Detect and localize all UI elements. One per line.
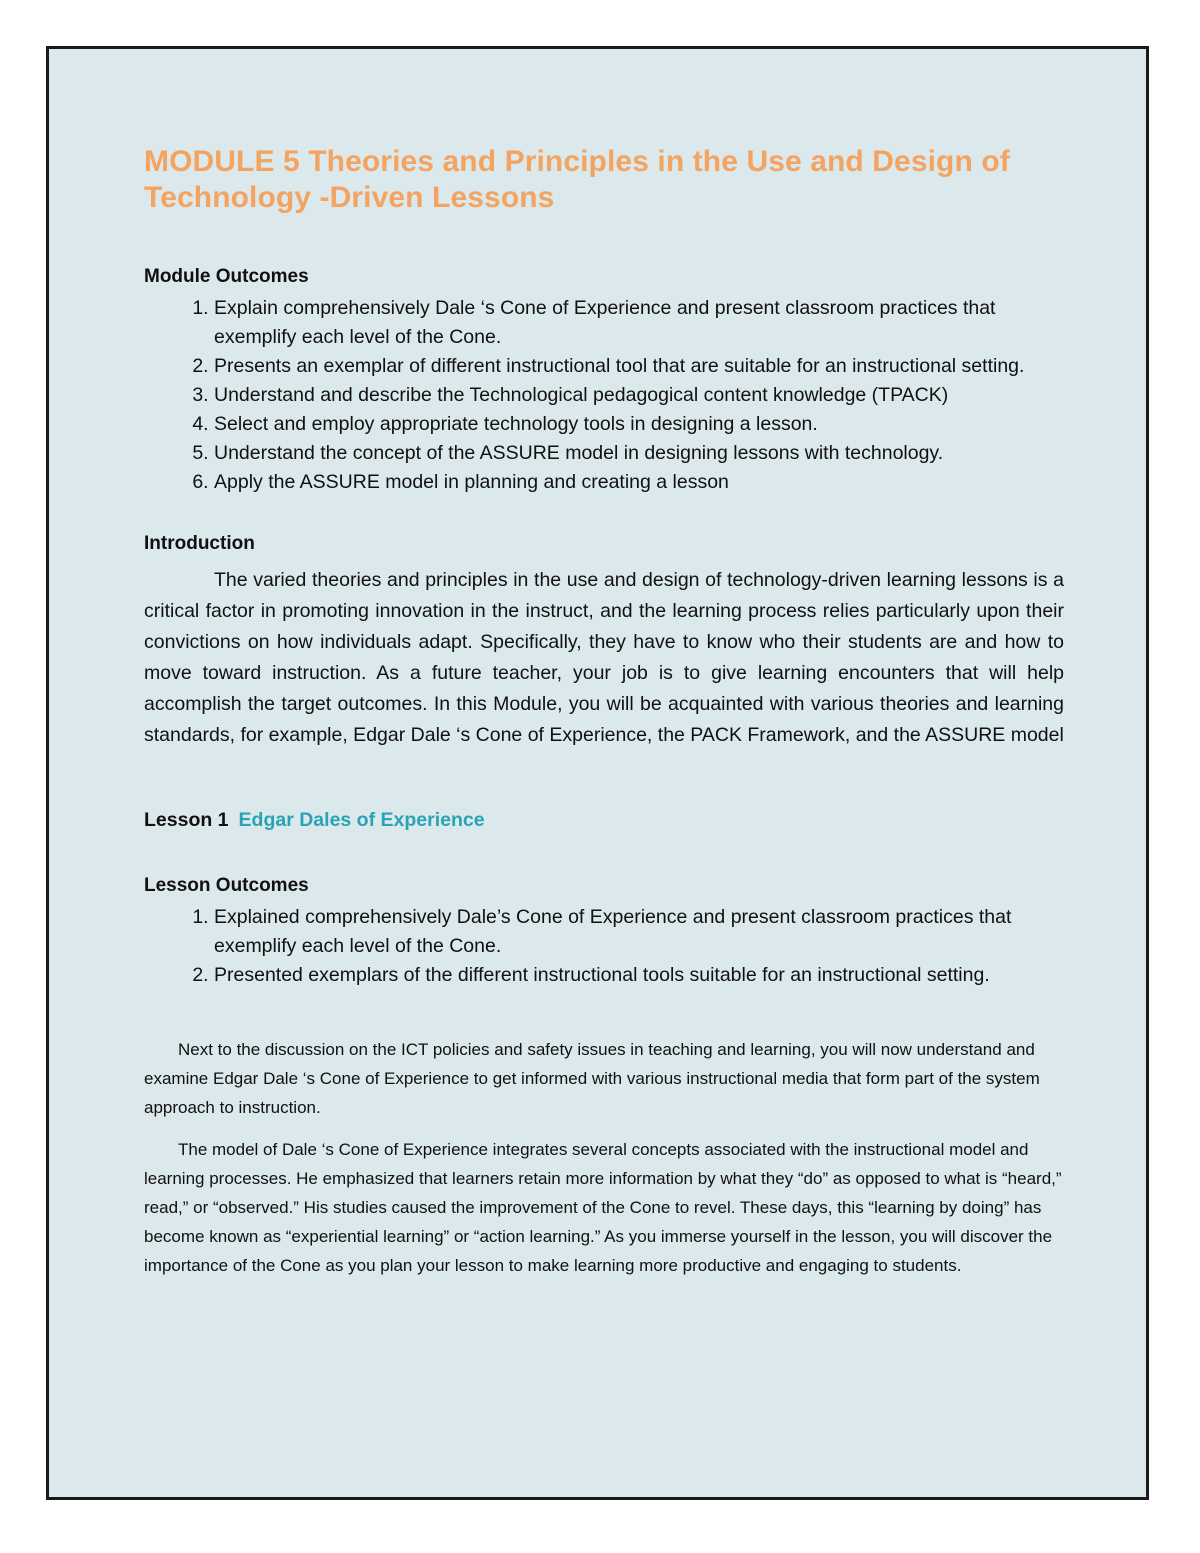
lesson-title [144, 806, 1064, 834]
lesson-outcomes-heading: Lesson Outcomes [144, 875, 309, 896]
module-outcomes-heading: Module Outcomes [144, 266, 309, 287]
module-content [144, 144, 1064, 1280]
module-outcomes-list [144, 294, 1064, 497]
page-frame [46, 46, 1149, 1500]
introduction-text: The varied theories and principles in the use and design of technology-driven learning lessons is a critical factor in promoting innovation in the instruct, and the learning process relies particularly upon their convictions on how individuals adapt. Specifically, they have to know who their students are and how to move toward instruction. As a future teacher, your job is to give learning encounters that will help accomplish the target outcomes. In this Module, you will be acquainted with various theories and learning standards, for example, Edgar Dale ‘s Cone of Experience, the PACK Framework, and the ASSURE model [144, 569, 1064, 746]
body-paragraph: Next to the discussion on the ICT policies and safety issues in teaching and learning, you will now understand and examine Edgar Dale ‘s Cone of Experience to get informed with various instructional media that form part of the system approach to instruction. [144, 1040, 1040, 1117]
lesson-outcomes-list [144, 903, 1064, 990]
module-outcome-item: 4. Select and employ appropriate technology tools in designing a lesson. [214, 410, 1064, 439]
module-title: MODULE 5 Theories and Principles in the Use and Design of Technology -Driven Lessons [144, 145, 1010, 214]
lesson-outcome-item: 2. Presented exemplars of the different instructional tools suitable for an instructional setting. [214, 961, 1064, 990]
lesson-name: Edgar Dales of Experience [238, 809, 485, 831]
lesson-outcome-item: 1. Explained comprehensively Dale’s Cone of Experience and present classroom practices that exemplify each level of the Cone. [214, 903, 1064, 961]
lesson-label: Lesson 1 [144, 809, 229, 831]
module-outcome-item: 1. Explain comprehensively Dale ‘s Cone of Experience and present classroom practices that exemplify each level of the Cone. [214, 294, 1064, 352]
module-outcome-item: 3. Understand and describe the Technological pedagogical content knowledge (TPACK) [214, 381, 1064, 410]
module-outcome-item: 5. Understand the concept of the ASSURE model in designing lessons with technology. [214, 439, 1064, 468]
module-outcome-item: 2. Presents an exemplar of different instructional tool that are suitable for an instructional setting. [214, 352, 1064, 381]
module-outcome-item: 6. Apply the ASSURE model in planning and creating a lesson [214, 468, 1064, 497]
introduction-heading: Introduction [144, 533, 255, 554]
body-paragraph: The model of Dale ‘s Cone of Experience integrates several concepts associated with the instructional model and learning processes. He emphasized that learners retain more information by what they “do” as opposed to what is “heard,” read,” or “observed.” His studies caused the improvement of the Cone to revel. These days, this “learning by doing” has become known as “experiential learning” or “action learning.” As you immerse yourself in the lesson, you will discover the importance of the Cone as you plan your lesson to make learning more productive and engaging to students. [144, 1140, 1062, 1275]
